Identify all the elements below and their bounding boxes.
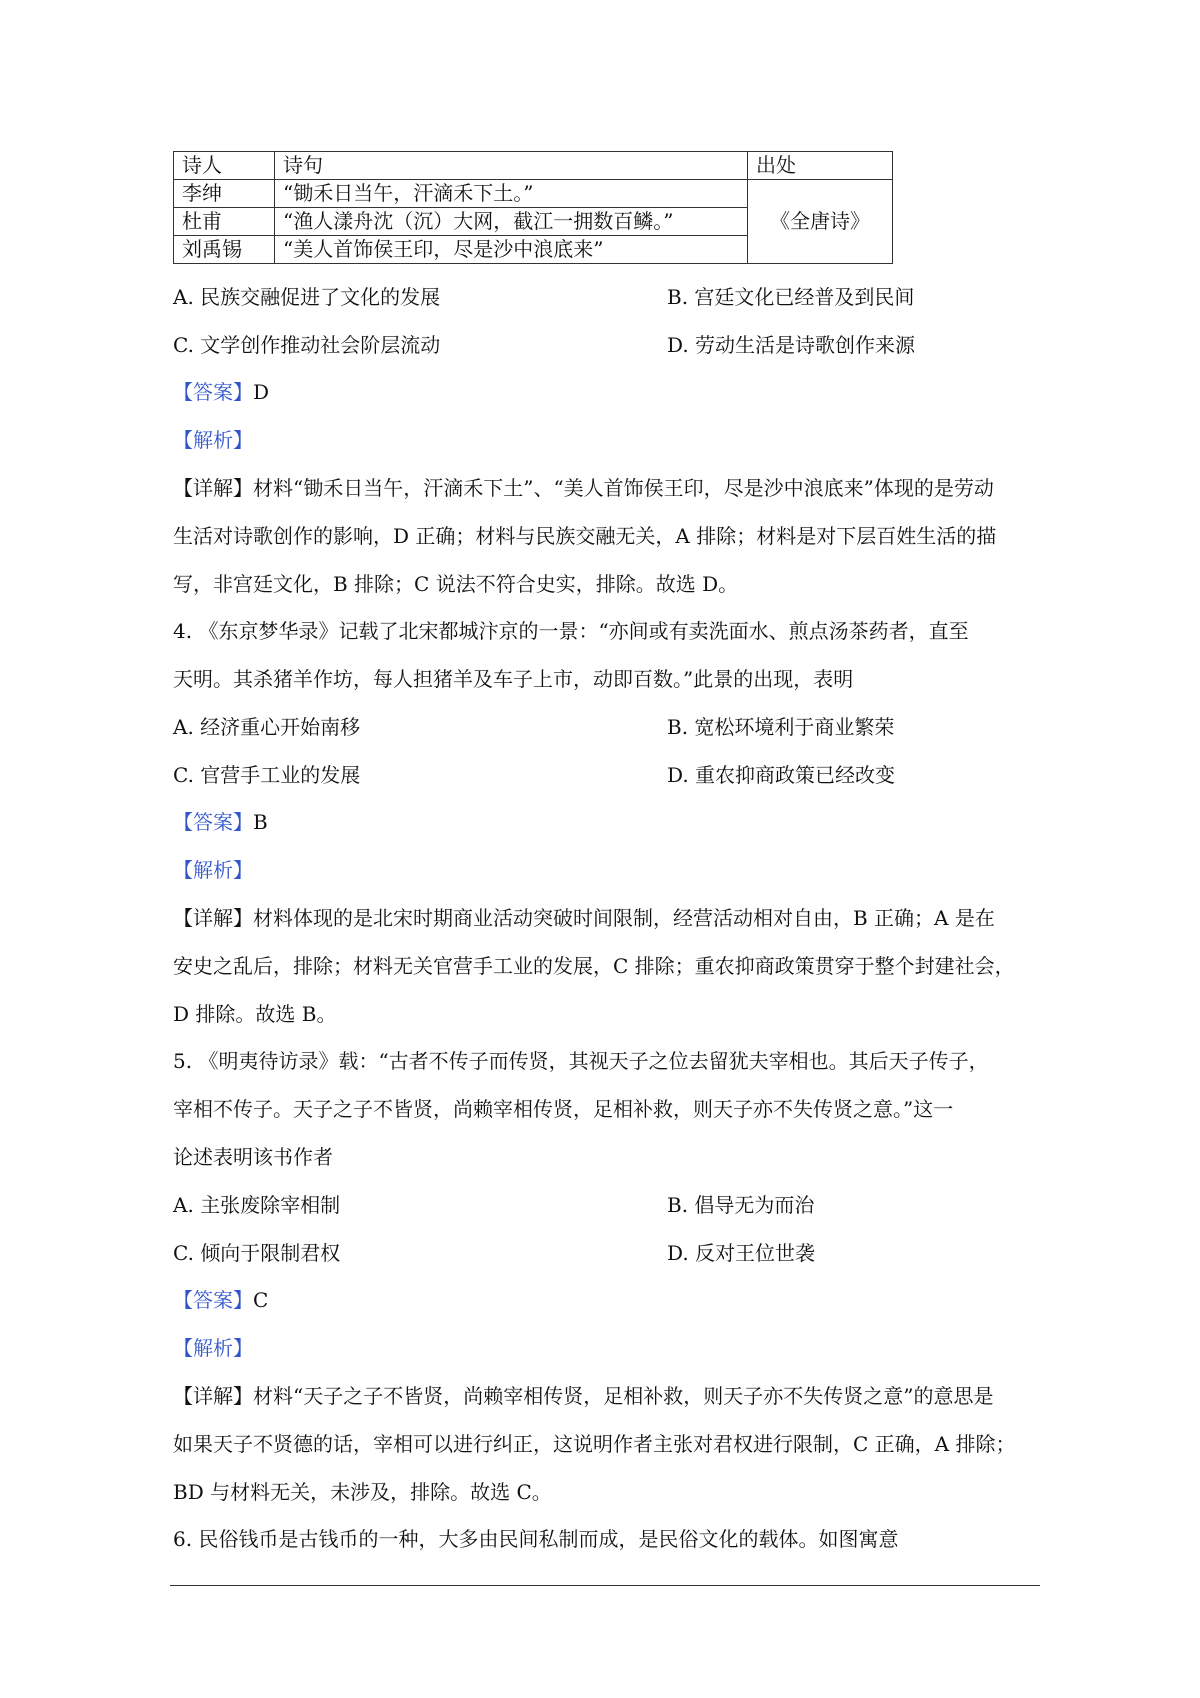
q4-detail-line-2: 安史之乱后，排除；材料无关官营手工业的发展，C 排除；重农抑商政策贯穿于整个封建社会，	[173, 954, 1015, 978]
q4-detail-line-1	[173, 903, 1043, 933]
q4-answer	[173, 807, 1043, 837]
q4-option-d: D. 重农抑商政策已经改变	[667, 763, 896, 787]
header-source: 出处	[748, 152, 893, 180]
answer-value: C	[253, 1288, 269, 1312]
verse-cell: “锄禾日当午，汗滴禾下土。”	[275, 180, 748, 208]
table-row	[174, 180, 893, 208]
header-poet: 诗人	[174, 152, 275, 180]
q4-option-b: B. 宽松环境利于商业繁荣	[667, 715, 895, 739]
analysis-tag: 【解析】	[173, 1336, 253, 1360]
q4-option-a: A. 经济重心开始南移	[173, 715, 361, 739]
answer-tag: 【答案】	[173, 1288, 253, 1312]
q5-option-d: D. 反对王位世袭	[667, 1241, 816, 1265]
q4-option-c: C. 官营手工业的发展	[173, 763, 361, 787]
answer-tag: 【答案】	[173, 380, 253, 404]
detail-tag: 【详解】	[173, 906, 253, 930]
answer-value: B	[253, 810, 268, 834]
q4-analysis-tag	[173, 855, 1043, 885]
detail-tag: 【详解】	[173, 1384, 253, 1408]
q5-stem-line-1: 5. 《明夷待访录》载：“古者不传子而传贤，其视天子之位去留犹夫宰相也。其后天子传子，	[173, 1049, 989, 1073]
q5-option-c: C. 倾向于限制君权	[173, 1241, 341, 1265]
poet-cell: 杜甫	[174, 208, 275, 236]
q3-option-c: C. 文学创作推动社会阶层流动	[173, 333, 441, 357]
q5-detail-line-1	[173, 1381, 1043, 1411]
q3-option-d: D. 劳动生活是诗歌创作来源	[667, 333, 916, 357]
verse-cell: “渔人漾舟沈（沉）大网，截江一拥数百鳞。”	[275, 208, 748, 236]
footer-rule	[170, 1585, 1040, 1586]
q5-stem-line-3: 论述表明该书作者	[173, 1145, 333, 1169]
q3-option-b: B. 宫廷文化已经普及到民间	[667, 285, 915, 309]
q3-detail-line-3: 写，非宫廷文化，B 排除；C 说法不符合史实，排除。故选 D。	[173, 572, 739, 596]
q5-option-b: B. 倡导无为而治	[667, 1193, 815, 1217]
q3-detail-line-1	[173, 473, 1043, 503]
q5-stem-line-2: 宰相不传子。天子之子不皆贤，尚赖宰相传贤，足相补救，则天子亦不失传贤之意。”这一	[173, 1097, 954, 1121]
poet-cell: 刘禹锡	[174, 236, 275, 264]
table-header-row	[174, 152, 893, 180]
q3-answer	[173, 377, 1043, 407]
poet-cell: 李绅	[174, 180, 275, 208]
header-verse: 诗句	[275, 152, 748, 180]
q3-option-a: A. 民族交融促进了文化的发展	[173, 285, 441, 309]
q5-answer	[173, 1285, 1043, 1315]
detail-text: 材料“锄禾日当午，汗滴禾下土”、“美人首饰侯王印，尽是沙中浪底来”体现的是劳动	[253, 476, 994, 500]
detail-tag: 【详解】	[173, 476, 253, 500]
q3-detail-line-2: 生活对诗歌创作的影响，D 正确；材料与民族交融无关，A 排除；材料是对下层百姓生活的描	[173, 524, 997, 548]
answer-value: D	[253, 380, 270, 404]
analysis-tag: 【解析】	[173, 858, 253, 882]
detail-text: 材料体现的是北宋时期商业活动突破时间限制，经营活动相对自由，B 正确；A 是在	[253, 906, 995, 930]
q4-stem-line-2: 天明。其杀猪羊作坊，每人担猪羊及车子上市，动即百数。”此景的出现，表明	[173, 667, 854, 691]
detail-text: 材料“天子之子不皆贤，尚赖宰相传贤，足相补救，则天子亦不失传贤之意”的意思是	[253, 1384, 994, 1408]
source-cell: 《全唐诗》	[748, 180, 893, 264]
q5-option-a: A. 主张废除宰相制	[173, 1193, 341, 1217]
q4-stem-line-1: 4. 《东京梦华录》记载了北宋都城汴京的一景：“亦间或有卖洗面水、煎点汤茶药者，直至	[173, 619, 969, 643]
verse-cell: “美人首饰侯王印，尽是沙中浪底来”	[275, 236, 748, 264]
q5-detail-line-3: BD 与材料无关，未涉及，排除。故选 C。	[173, 1480, 552, 1504]
poem-table	[173, 151, 893, 264]
q6-stem-line-1: 6. 民俗钱币是古钱币的一种，大多由民间私制而成，是民俗文化的载体。如图寓意	[173, 1527, 899, 1551]
analysis-tag: 【解析】	[173, 428, 253, 452]
answer-tag: 【答案】	[173, 810, 253, 834]
q4-detail-line-3: D 排除。故选 B。	[173, 1002, 337, 1026]
q5-detail-line-2: 如果天子不贤德的话，宰相可以进行纠正，这说明作者主张对君权进行限制，C 正确，A 排除；	[173, 1432, 1016, 1456]
q3-analysis-tag	[173, 425, 1043, 455]
q5-analysis-tag	[173, 1333, 1043, 1363]
